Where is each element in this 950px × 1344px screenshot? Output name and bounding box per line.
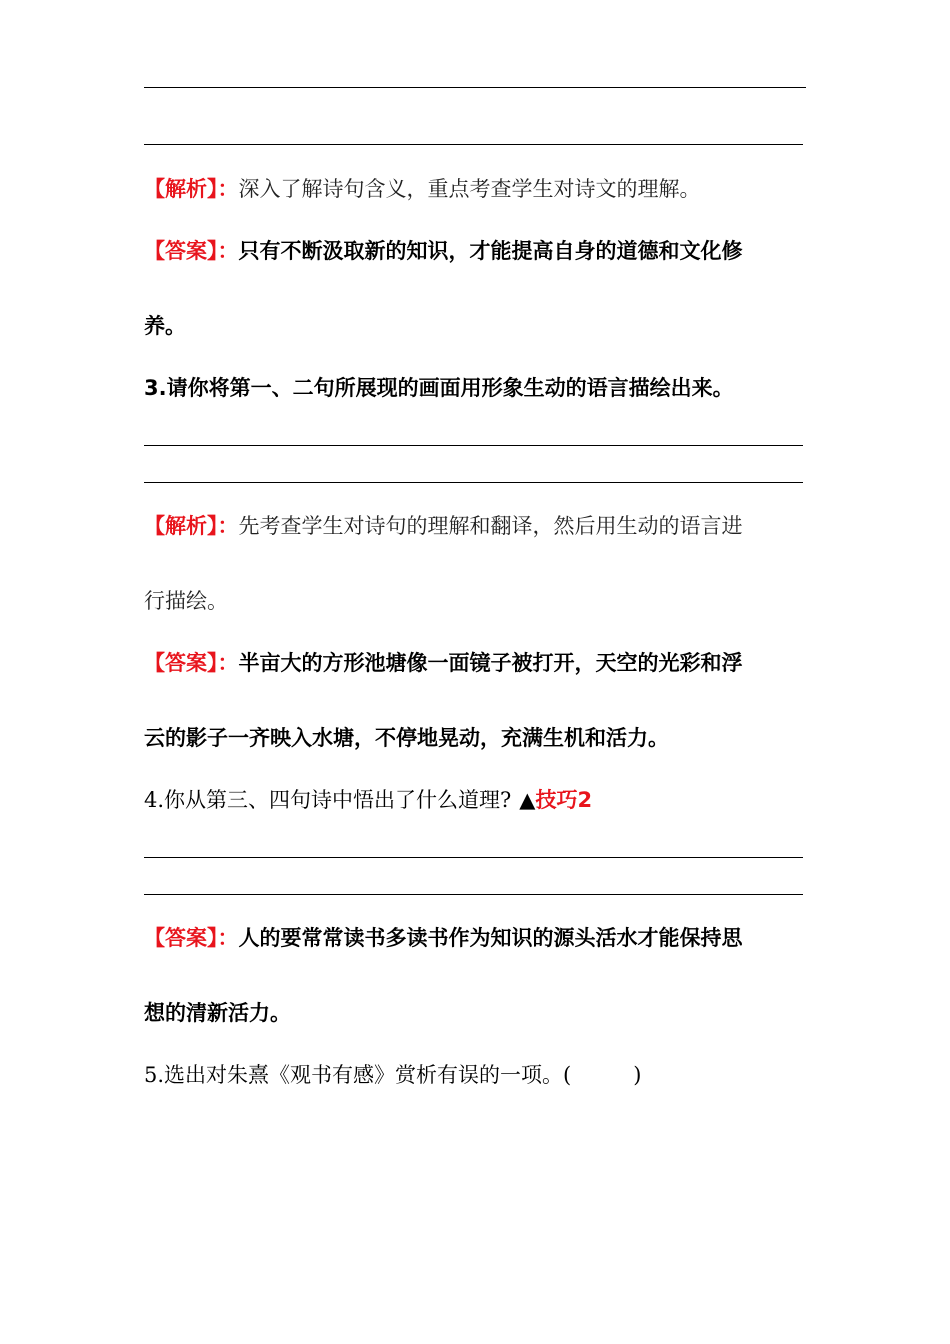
- q2-answer-line1: [144, 237, 743, 265]
- answer-line: [144, 857, 803, 858]
- q5-question: [144, 1061, 641, 1089]
- analysis-tag: 【解析】：: [144, 177, 239, 201]
- q4-question: [144, 786, 592, 814]
- answer-line: [144, 87, 806, 88]
- q3-question: 3.请你将第一、二句所展现的画面用形象生动的语言描绘出来。: [144, 376, 734, 400]
- q3-analysis-line2: 行描绘。: [144, 589, 228, 613]
- answer-blank[interactable]: ): [633, 1063, 642, 1087]
- answer-tag: 【答案】：: [144, 926, 239, 950]
- answer-tag: 【答案】：: [144, 239, 239, 263]
- q2-analysis: [144, 175, 701, 203]
- analysis-text: 深入了解诗句含义，重点考查学生对诗文的理解。: [238, 177, 701, 201]
- q2-answer-line2: 养。: [144, 314, 186, 338]
- analysis-text: 先考查学生对诗句的理解和翻译，然后用生动的语言进: [238, 514, 743, 538]
- answer-text: 半亩大的方形池塘像一面镜子被打开，天空的光彩和浮: [238, 651, 743, 675]
- q3-analysis-line1: [144, 512, 743, 540]
- answer-line: [144, 445, 803, 446]
- triangle-icon: ▲: [519, 788, 536, 812]
- q3-answer-line1: [144, 649, 743, 677]
- q4-answer-line1: [144, 924, 743, 952]
- q4-question-text: 4.你从第三、四句诗中悟出了什么道理?: [144, 788, 512, 812]
- answer-line: [144, 144, 803, 145]
- answer-text: 只有不断汲取新的知识，才能提高自身的道德和文化修: [238, 239, 743, 263]
- answer-line: [144, 894, 803, 895]
- answer-line: [144, 482, 803, 483]
- q3-answer-line2: 云的影子一齐映入水塘，不停地晃动，充满生机和活力。: [144, 726, 669, 750]
- answer-tag: 【答案】：: [144, 651, 239, 675]
- q4-answer-line2: 想的清新活力。: [144, 1001, 291, 1025]
- q5-question-text: 5.选出对朱熹《观书有感》赏析有误的一项。(: [144, 1063, 572, 1087]
- analysis-tag: 【解析】：: [144, 514, 239, 538]
- answer-text: 人的要常常读书多读书作为知识的源头活水才能保持思: [238, 926, 743, 950]
- tip-label: 技巧2: [535, 788, 593, 812]
